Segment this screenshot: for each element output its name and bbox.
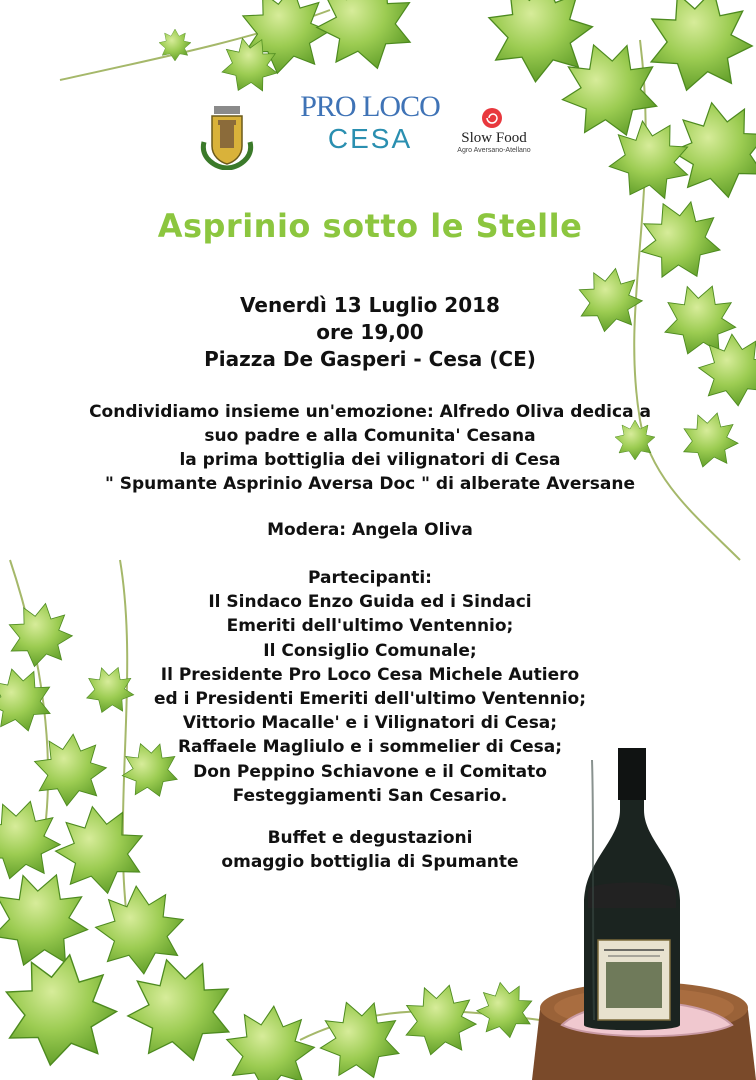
slowfood-logo	[444, 104, 544, 164]
moderator-line: Modera: Angela Oliva	[267, 520, 473, 540]
event-time: ore 19,00	[316, 320, 424, 344]
slowfood-subtitle: Agro Aversano-Atellano	[457, 147, 531, 154]
proloco-logo-text: PRO LOCO	[300, 90, 440, 123]
participant-line: Emeriti dell'ultimo Ventennio;	[226, 616, 514, 637]
participant-line: Festeggiamenti San Cesario.	[232, 785, 508, 806]
participants-heading: Partecipanti:	[308, 568, 432, 588]
description-line: Condividiamo insieme un'emozione: Alfredo Oliva dedica a	[89, 402, 651, 422]
description-line: la prima bottiglia dei vilignatori di Cesa	[179, 450, 561, 470]
slowfood-name: Slow Food	[461, 130, 527, 146]
participant-line: Il Consiglio Comunale;	[263, 640, 477, 661]
participant-line: ed i Presidenti Emeriti dell'ultimo Ventennio;	[153, 689, 587, 710]
description-line: suo padre e alla Comunita' Cesana	[204, 426, 536, 446]
participant-line: Il Presidente Pro Loco Cesa Michele Autiero	[160, 664, 580, 685]
participant-line: Il Sindaco Enzo Guida ed i Sindaci	[208, 592, 532, 613]
event-place: Piazza De Gasperi - Cesa (CE)	[204, 347, 536, 371]
event-description	[0, 400, 740, 496]
proloco-cesa-logo	[300, 86, 440, 176]
proloco-logo-city: CESA	[327, 123, 413, 154]
event-title: Asprinio sotto le Stelle	[157, 207, 583, 245]
participant-line: Raffaele Magliulo e i sommelier di Cesa;	[177, 737, 563, 758]
description-line: " Spumante Asprinio Aversa Doc " di alberate Aversane	[104, 474, 636, 494]
buffet-line: omaggio bottiglia di Spumante	[221, 852, 519, 872]
town-crest-icon	[196, 102, 258, 170]
participant-line: Don Peppino Schiavone e il Comitato	[193, 761, 547, 782]
event-date: Venerdì 13 Luglio 2018	[240, 293, 500, 317]
town-crest-logo	[196, 102, 258, 170]
event-datetime	[0, 292, 740, 373]
spumante-bottle-image	[532, 740, 756, 1080]
snail-icon	[477, 106, 507, 130]
participant-line: Vittorio Macalle' e i Vilignatori di Cesa;	[182, 713, 558, 734]
buffet-line: Buffet e degustazioni	[267, 828, 473, 848]
